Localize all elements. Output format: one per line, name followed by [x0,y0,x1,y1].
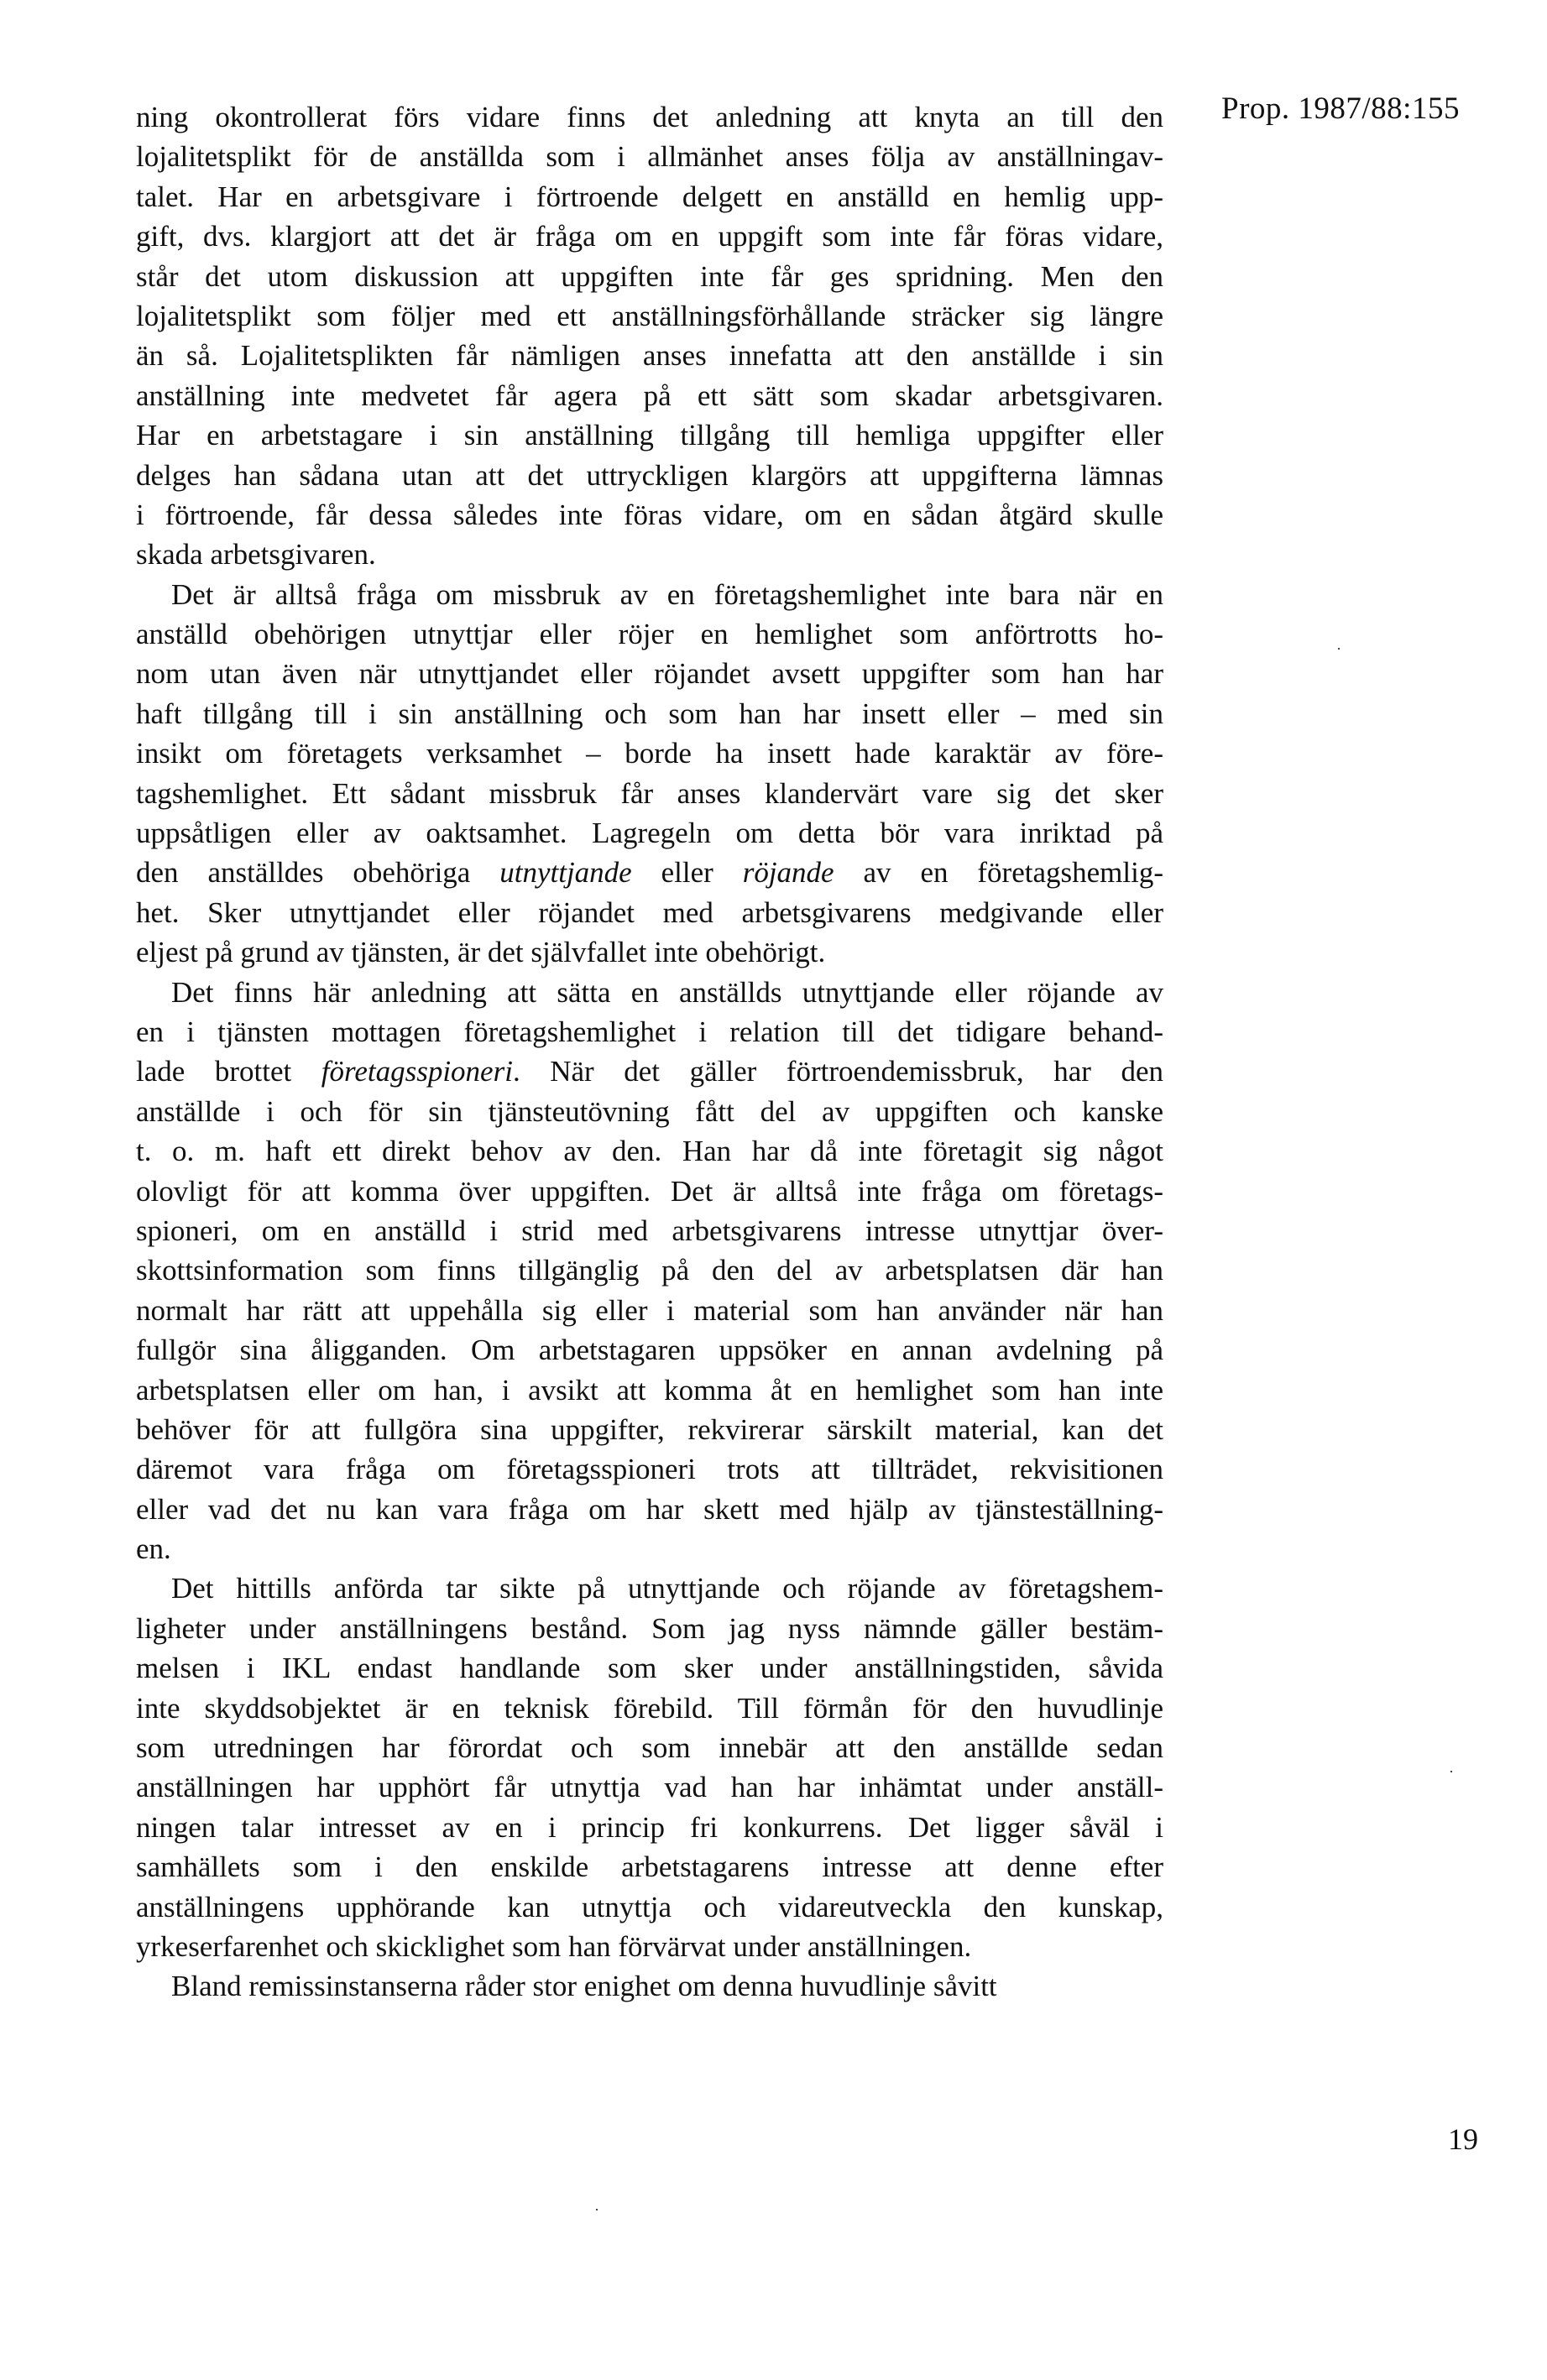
emphasized-term: röjande [742,856,834,890]
emphasized-term: företagsspioneri [321,1055,513,1088]
proposition-reference: Prop. 1987/88:155 [1221,91,1460,126]
body-text [136,97,1163,2007]
page-number: 19 [1448,2122,1478,2156]
text-line: anställningens upphörande kan utnyttja och vidareutveckla den kunskap, [136,1890,1163,1923]
text-line: haft tillgång till i sin anställning och som han har insett eller – med sin [136,697,1163,730]
text-line: yrkeserfarenhet och skicklighet som han förvärvat under anställningen. [136,1929,972,1963]
text-line: än så. Lojalitetsplikten får nämligen anses innefatta att den anställde i sin [136,339,1163,373]
text-run: lade brottet [136,1055,321,1088]
text-line: står det utom diskussion att uppgiften inte får ges spridning. Men den [136,259,1163,293]
text-line: uppsåtligen eller av oaktsamhet. Lagregeln om detta bör vara inriktad på [136,817,1163,850]
text-line: en. [136,1532,171,1566]
text-line: eller vad det nu kan vara fråga om har skett med hjälp av tjänsteställning- [136,1492,1163,1526]
text-line: skada arbetsgivaren. [136,538,376,572]
paragraph [136,97,1163,575]
paragraph [136,1966,1163,2006]
text-line: olovligt för att komma över uppgiften. Det är alltså inte fråga om företags- [136,1174,1163,1208]
text-line: normalt har rätt att uppehålla sig eller i material som han använder när han [136,1293,1163,1327]
text-line: gift, dvs. klargjort att det är fråga om en uppgift som inte får föras vidare, [136,220,1163,253]
text-line: anställde i och för sin tjänsteutövning fått del av uppgiften och kanske [136,1094,1163,1128]
text-line: lojalitetsplikt som följer med ett anställningsförhållande sträcker sig längre [136,299,1163,332]
text-line: i förtroende, får dessa således inte föras vidare, om en sådan åtgärd skulle [136,498,1163,531]
paragraph [136,1568,1163,1966]
text-line: en i tjänsten mottagen företagshemlighet i relation till det tidigare behand- [136,1015,1163,1048]
text-line: nom utan även när utnyttjandet eller röjandet avsett uppgifter som han har [136,657,1163,691]
text-line: behöver för att fullgöra sina uppgifter, rekvirerar särskilt material, kan det [136,1412,1163,1446]
text-run: eller [631,856,743,890]
text-line: ning okontrollerat förs vidare finns det anledning att knyta an till den [136,101,1163,133]
text-line: het. Sker utnyttjandet eller röjandet med arbetsgivarens medgivande eller [136,895,1163,929]
text-line [136,1052,1163,1091]
text-line: som utredningen har förordat och som innebär att den anställde sedan [136,1731,1163,1765]
scan-speck [1338,648,1340,650]
text-line: anställd obehörigen utnyttjar eller röjer en hemlighet som anförtrotts ho- [136,618,1163,651]
emphasized-term: utnyttjande [499,856,632,890]
text-line: ligheter under anställningens bestånd. Som jag nyss nämnde gäller bestäm- [136,1611,1163,1645]
text-line: Bland remissinstanserna råder stor enighet om denna huvudlinje såvitt [171,1970,997,2003]
text-line: skottsinformation som finns tillgänglig på den del av arbetsplatsen där han [136,1254,1163,1287]
text-run: av en företagshemlig- [834,856,1163,890]
text-line: Det är alltså fråga om missbruk av en företagshemlighet inte bara när en [171,577,1163,611]
text-line: insikt om företagets verksamhet – borde ha insett hade karaktär av före- [136,737,1163,770]
text-line: eljest på grund av tjänsten, är det självfallet inte obehörigt. [136,936,826,969]
text-line: talet. Har en arbetsgivare i förtroende delgett en anställd en hemlig upp- [136,180,1163,213]
text-line: inte skyddsobjektet är en teknisk förebild. Till förmån för den huvudlinje [136,1691,1163,1725]
paragraph [136,575,1163,973]
text-line: samhällets som i den enskilde arbetstagarens intresse att denne efter [136,1850,1163,1884]
scan-speck [596,2209,598,2210]
text-line: fullgör sina åligganden. Om arbetstagaren uppsöker en annan avdelning på [136,1334,1163,1367]
text-line: t. o. m. haft ett direkt behov av den. Han har då inte företagit sig något [136,1135,1163,1168]
text-line: ningen talar intresset av en i princip fri konkurrens. Det ligger såväl i [136,1810,1163,1844]
text-line: Det hittills anförda tar sikte på utnyttjande och röjande av företagshem- [171,1572,1163,1605]
text-line: arbetsplatsen eller om han, i avsikt att komma åt en hemlighet som han inte [136,1373,1163,1407]
text-line: melsen i IKL endast handlande som sker under anställningstiden, såvida [136,1652,1163,1685]
text-line: delges han sådana utan att det uttryckligen klargörs att uppgifterna lämnas [136,458,1163,492]
text-line: anställningen har upphört får utnyttja vad han har inhämtat under anställ- [136,1771,1163,1804]
text-line: anställning inte medvetet får agera på ett sätt som skadar arbetsgivaren. [136,378,1163,412]
text-line: Det finns här anledning att sätta en anställds utnyttjande eller röjande av [171,975,1163,1009]
text-line: lojalitetsplikt för de anställda som i allmänhet anses följa av anställningav- [136,140,1163,174]
text-run: . När det gäller förtroendemissbruk, har den [512,1055,1164,1088]
text-run: den anställdes obehöriga [136,856,500,890]
text-line: däremot vara fråga om företagsspioneri trots att tillträdet, rekvisitionen [136,1453,1163,1486]
paragraph [136,973,1163,1569]
text-line [136,853,1163,892]
scan-speck [1450,1771,1452,1772]
text-line: tagshemlighet. Ett sådant missbruk får anses klandervärt vare sig det sker [136,776,1163,810]
text-line: Har en arbetstagare i sin anställning tillgång till hemliga uppgifter eller [136,419,1163,452]
text-line: spioneri, om en anställd i strid med arbetsgivarens intresse utnyttjar över- [136,1213,1163,1247]
